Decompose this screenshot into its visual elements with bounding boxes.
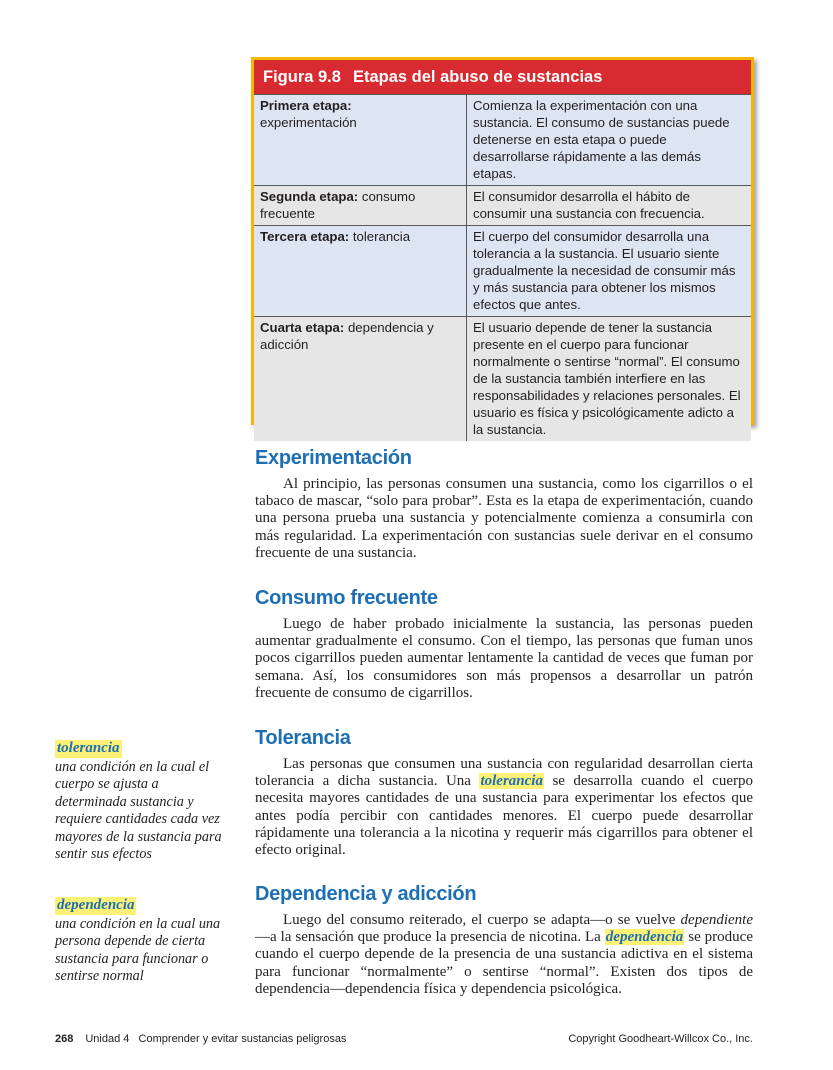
keyword-dependencia: dependencia	[605, 929, 684, 946]
section-dependencia	[255, 882, 753, 998]
stage-cell: Tercera etapa: tolerancia	[254, 226, 467, 317]
page-footer	[55, 1033, 753, 1045]
section-experimentacion	[255, 446, 753, 562]
stages-table	[254, 94, 751, 441]
section-paragraph: Luego del consumo reiterado, el cuerpo se adapta—o se vuelve dependiente—a la sensación que produce la presencia de nicotina. La dependencia se produce cuando el cuerpo depende de la presencia de una sustancia adictiva en el sistema para funcionar “normalmente” o sentirse “normal”. Existen dos tipos de dependencia—dependencia física y dependencia psicológica.	[255, 912, 753, 997]
figure-title: Etapas del abuso de sustancias	[352, 68, 603, 86]
section-heading: Dependencia y adicción	[255, 883, 477, 905]
stage-description: Comienza la experimentación con una sustancia. El consumo de sustancias puede detenerse en esta etapa o puede desarrollarse rápidamente a las demás etapas.	[467, 95, 752, 186]
section-paragraph: Al principio, las personas consumen una sustancia, como los cigarrillos o el tabaco de mascar, “solo para probar”. Esta es la etapa de experimentación, cuando una persona prueba una sustancia y potencialmente comienza a consumirla con más regularidad. La experimentación con sustancias suele derivar en el consumo frecuente de una sustancia.	[255, 476, 753, 561]
table-row	[254, 317, 751, 442]
section-heading: Tolerancia	[255, 727, 351, 749]
page-number: 268	[55, 1033, 74, 1045]
stage-cell: Cuarta etapa: dependencia y adicción	[254, 317, 467, 442]
glossary-definition: una condición en la cual el cuerpo se ajusta a determinada sustancia y requiere cantidades cada vez mayores de la sustancia para sentir sus efectos	[55, 758, 222, 862]
section-tolerancia	[255, 726, 753, 859]
stage-description: El usuario depende de tener la sustancia presente en el cuerpo para funcionar normalmente o sentirse “normal”. El consumo de la sustancia también interfiere en las responsabilidades y relaciones personales. El usuario es física y psicológicamente adicto a la sustancia.	[467, 317, 752, 442]
table-row	[254, 226, 751, 317]
stage-cell: Primera etapa: experimentación	[254, 95, 467, 186]
section-paragraph: Las personas que consumen una sustancia con regularidad desarrollan cierta tolerancia a dicha sustancia. Una tolerancia se desarrolla cuando el cuerpo necesita mayores cantidades de una sustancia para experimentar los efectos que antes podía percibir con cantidades menores. El cuerpo puede desarrollar rápidamente una tolerancia a la nicotina y requerir más cigarrillos para obtener el efecto original.	[255, 756, 753, 859]
glossary-term: dependencia	[57, 897, 135, 913]
copyright: Copyright Goodheart-Willcox Co., Inc.	[568, 1033, 753, 1045]
table-row	[254, 186, 751, 226]
figure-header	[254, 60, 751, 94]
section-heading: Consumo frecuente	[255, 587, 438, 609]
glossary-entry	[55, 740, 225, 864]
figure-number: Figura 9.8	[263, 68, 341, 86]
glossary-definition: una condición en la cual una persona depende de cierta sustancia para funcionar o sentirse normal	[55, 915, 221, 984]
keyword-tolerancia: tolerancia	[480, 773, 543, 790]
stage-description: El consumidor desarrolla el hábito de consumir una sustancia con frecuencia.	[467, 186, 752, 226]
figure-box	[251, 57, 754, 437]
stage-description: El cuerpo del consumidor desarrolla una tolerancia a la sustancia. El usuario siente gradualmente la necesidad de consumir más y más sustancia para obtener los mismos efectos que antes.	[467, 226, 752, 317]
section-consumo	[255, 586, 753, 702]
glossary-term: tolerancia	[57, 740, 120, 756]
table-row	[254, 95, 751, 186]
unit-title: Unidad 4 Comprender y evitar sustancias peligrosas	[85, 1033, 347, 1045]
glossary-entry	[55, 897, 225, 986]
section-heading: Experimentación	[255, 447, 412, 469]
stage-cell: Segunda etapa: consumo frecuente	[254, 186, 467, 226]
section-paragraph: Luego de haber probado inicialmente la sustancia, las personas pueden aumentar gradualmente el consumo. Con el tiempo, las personas que fuman unos pocos cigarrillos pueden aumentar lentamente la cantidad de veces que fuman por semana. Así, los consumidores son más propensos a desarrollar un patrón frecuente de consumo de cigarrillos.	[255, 616, 753, 701]
